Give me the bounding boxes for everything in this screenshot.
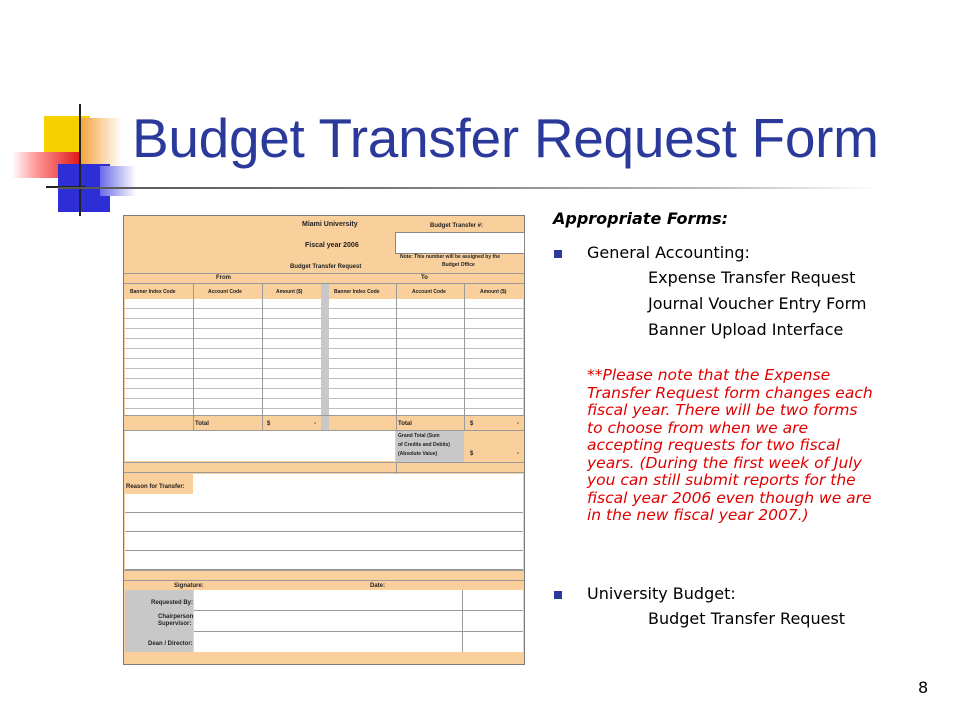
form-dash-grand: - xyxy=(517,451,519,457)
note-line: **Please note that the Expense xyxy=(587,366,831,384)
form-item-budget-transfer: Budget Transfer Request xyxy=(648,609,846,628)
form-col-account-from: Account Code xyxy=(208,289,242,295)
bullet-general-accounting xyxy=(554,250,562,258)
form-grand-total-1: Grand Total (Sum xyxy=(398,433,440,439)
form-from-grid xyxy=(125,299,321,415)
form-dash-from: - xyxy=(314,421,316,427)
form-fiscal-year: Fiscal year 2006 xyxy=(305,242,359,249)
title-underline xyxy=(58,187,878,189)
appropriate-forms-heading: Appropriate Forms: xyxy=(553,209,729,228)
note-line: fiscal year. There will be two forms xyxy=(587,401,858,419)
page-number: 8 xyxy=(918,678,929,697)
decor-blue-gradient xyxy=(100,166,136,196)
budget-transfer-form-image xyxy=(123,215,525,665)
form-reason-grid xyxy=(193,474,523,494)
form-dollar-grand: $ xyxy=(470,451,474,457)
form-note-line1: Note: This number will be assigned by the xyxy=(400,254,501,260)
decor-vertical-line xyxy=(79,104,81,216)
form-requested-by: Requested By: xyxy=(151,600,194,606)
form-dollar-to: $ xyxy=(470,421,474,427)
form-column-divider xyxy=(321,284,329,430)
form-col-account-to: Account Code xyxy=(412,289,446,295)
form-dollar-from: $ xyxy=(267,421,271,427)
form-university: Miami University xyxy=(302,221,358,228)
form-total-from: Total xyxy=(195,421,209,427)
form-date-label: Date: xyxy=(370,583,386,589)
note-line: in the new fiscal year 2007.) xyxy=(587,506,809,524)
form-supervisor: Supervisor: xyxy=(158,621,192,627)
form-budget-transfer-label: Budget Transfer #: xyxy=(430,223,484,229)
form-chairperson: Chairperson xyxy=(158,614,194,620)
note-line: accepting requests for two fiscal xyxy=(587,436,840,454)
general-accounting-label: General Accounting: xyxy=(587,243,750,262)
form-reason-lines xyxy=(125,494,523,570)
form-dean: Dean / Director: xyxy=(148,641,193,647)
form-col-banner-from: Banner Index Code xyxy=(130,289,176,295)
form-note-line2: Budget Office xyxy=(442,262,475,268)
note-line: to choose from when we are xyxy=(587,418,809,437)
form-signature-label: Signature: xyxy=(174,583,204,589)
form-transfer-number-box xyxy=(395,232,525,254)
fiscal-year-note xyxy=(587,367,947,525)
form-item-journal-voucher: Journal Voucher Entry Form xyxy=(648,294,867,313)
note-line: you can still submit reports for the xyxy=(587,471,856,489)
form-col-amount-to: Amount ($) xyxy=(480,289,507,295)
form-reason-label: Reason for Transfer: xyxy=(126,484,185,490)
form-from-label: From xyxy=(216,275,231,281)
university-budget-label: University Budget: xyxy=(587,584,736,603)
form-col-banner-to: Banner Index Code xyxy=(334,289,380,295)
form-grand-total-3: (Absolute Value) xyxy=(398,451,438,457)
form-dash-to: - xyxy=(517,421,519,427)
form-item-banner-upload: Banner Upload Interface xyxy=(648,320,844,339)
form-grand-total-2: of Credits and Debits) xyxy=(398,442,450,448)
form-col-amount-from: Amount ($) xyxy=(276,289,303,295)
form-signature-grid xyxy=(194,590,523,652)
bullet-university-budget xyxy=(554,591,562,599)
form-item-expense-transfer: Expense Transfer Request xyxy=(648,268,856,287)
form-blank-area xyxy=(125,431,395,461)
note-line: fiscal year 2006 even though we are xyxy=(587,488,872,507)
slide-title: Budget Transfer Request Form xyxy=(132,107,879,169)
form-total-to: Total xyxy=(398,421,412,427)
note-line: Transfer Request form changes each xyxy=(587,383,873,402)
form-name: Budget Transfer Request xyxy=(290,264,362,270)
decor-orange-square xyxy=(80,118,124,166)
form-to-label: To xyxy=(421,275,428,281)
note-line: years. (During the first week of July xyxy=(587,453,862,472)
form-to-grid xyxy=(329,299,523,415)
